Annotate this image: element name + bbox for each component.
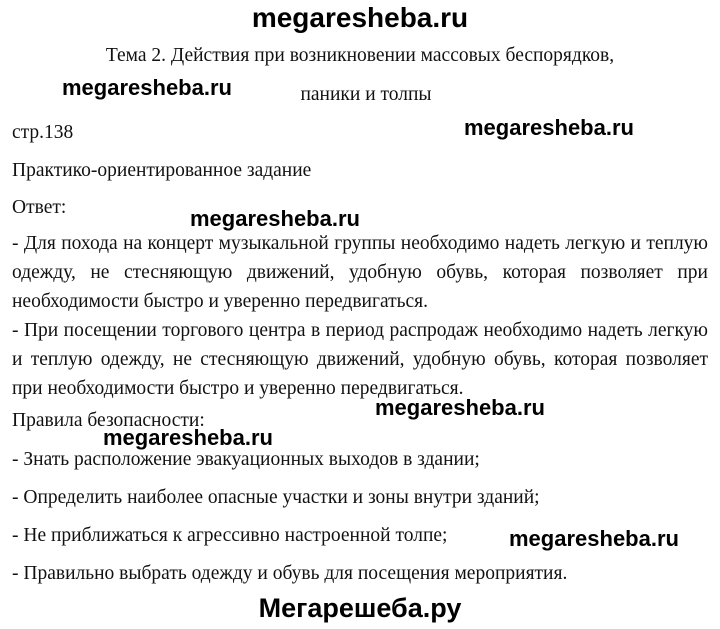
watermark: megaresheba.ru bbox=[62, 75, 232, 100]
rule-item: - Определить наиболее опасные участки и зоны внутри зданий; bbox=[12, 487, 540, 508]
answer-paragraph: - Для похода на концерт музыкальной группы необходимо надеть легкую и теплую одежду, не стесняющую движений, удобную обувь, которая позволяет при необходимости быстро и уверенно передвигаться. bbox=[12, 233, 708, 312]
watermark-top: megaresheba.ru bbox=[251, 2, 469, 33]
watermark-bottom: Мегарешеба.ру bbox=[258, 593, 462, 623]
rule-item: - Правильно выбрать одежду и обувь для посещения мероприятия. bbox=[12, 563, 568, 584]
answer-label: Ответ: bbox=[12, 197, 67, 218]
watermark: megaresheba.ru bbox=[375, 395, 545, 420]
topic-title-line-1: Тема 2. Действия при возникновении массовых беспорядков, bbox=[105, 45, 615, 66]
page-number: стр.138 bbox=[12, 122, 74, 143]
rule-item: - Не приближаться к агрессивно настроенной толпе; bbox=[12, 525, 448, 546]
watermark: megaresheba.ru bbox=[464, 115, 634, 140]
answer-paragraph: - При посещении торгового центра в период распродаж необходимо надеть легкую и теплую одежду, не стесняющую движений, удобную обувь, которая позволяет при необходимости быстро и уверенно передвигаться. bbox=[12, 320, 708, 399]
rule-item: - Знать расположение эвакуационных выходов в здании; bbox=[12, 449, 480, 470]
watermark: megaresheba.ru bbox=[190, 206, 360, 231]
watermark: megaresheba.ru bbox=[103, 425, 273, 450]
task-heading: Практико-ориентированное задание bbox=[12, 160, 312, 181]
topic-title-line-2: паники и толпы bbox=[300, 84, 432, 105]
rules-heading: Правила безопасности: bbox=[12, 410, 205, 431]
watermark: megaresheba.ru bbox=[509, 526, 679, 551]
